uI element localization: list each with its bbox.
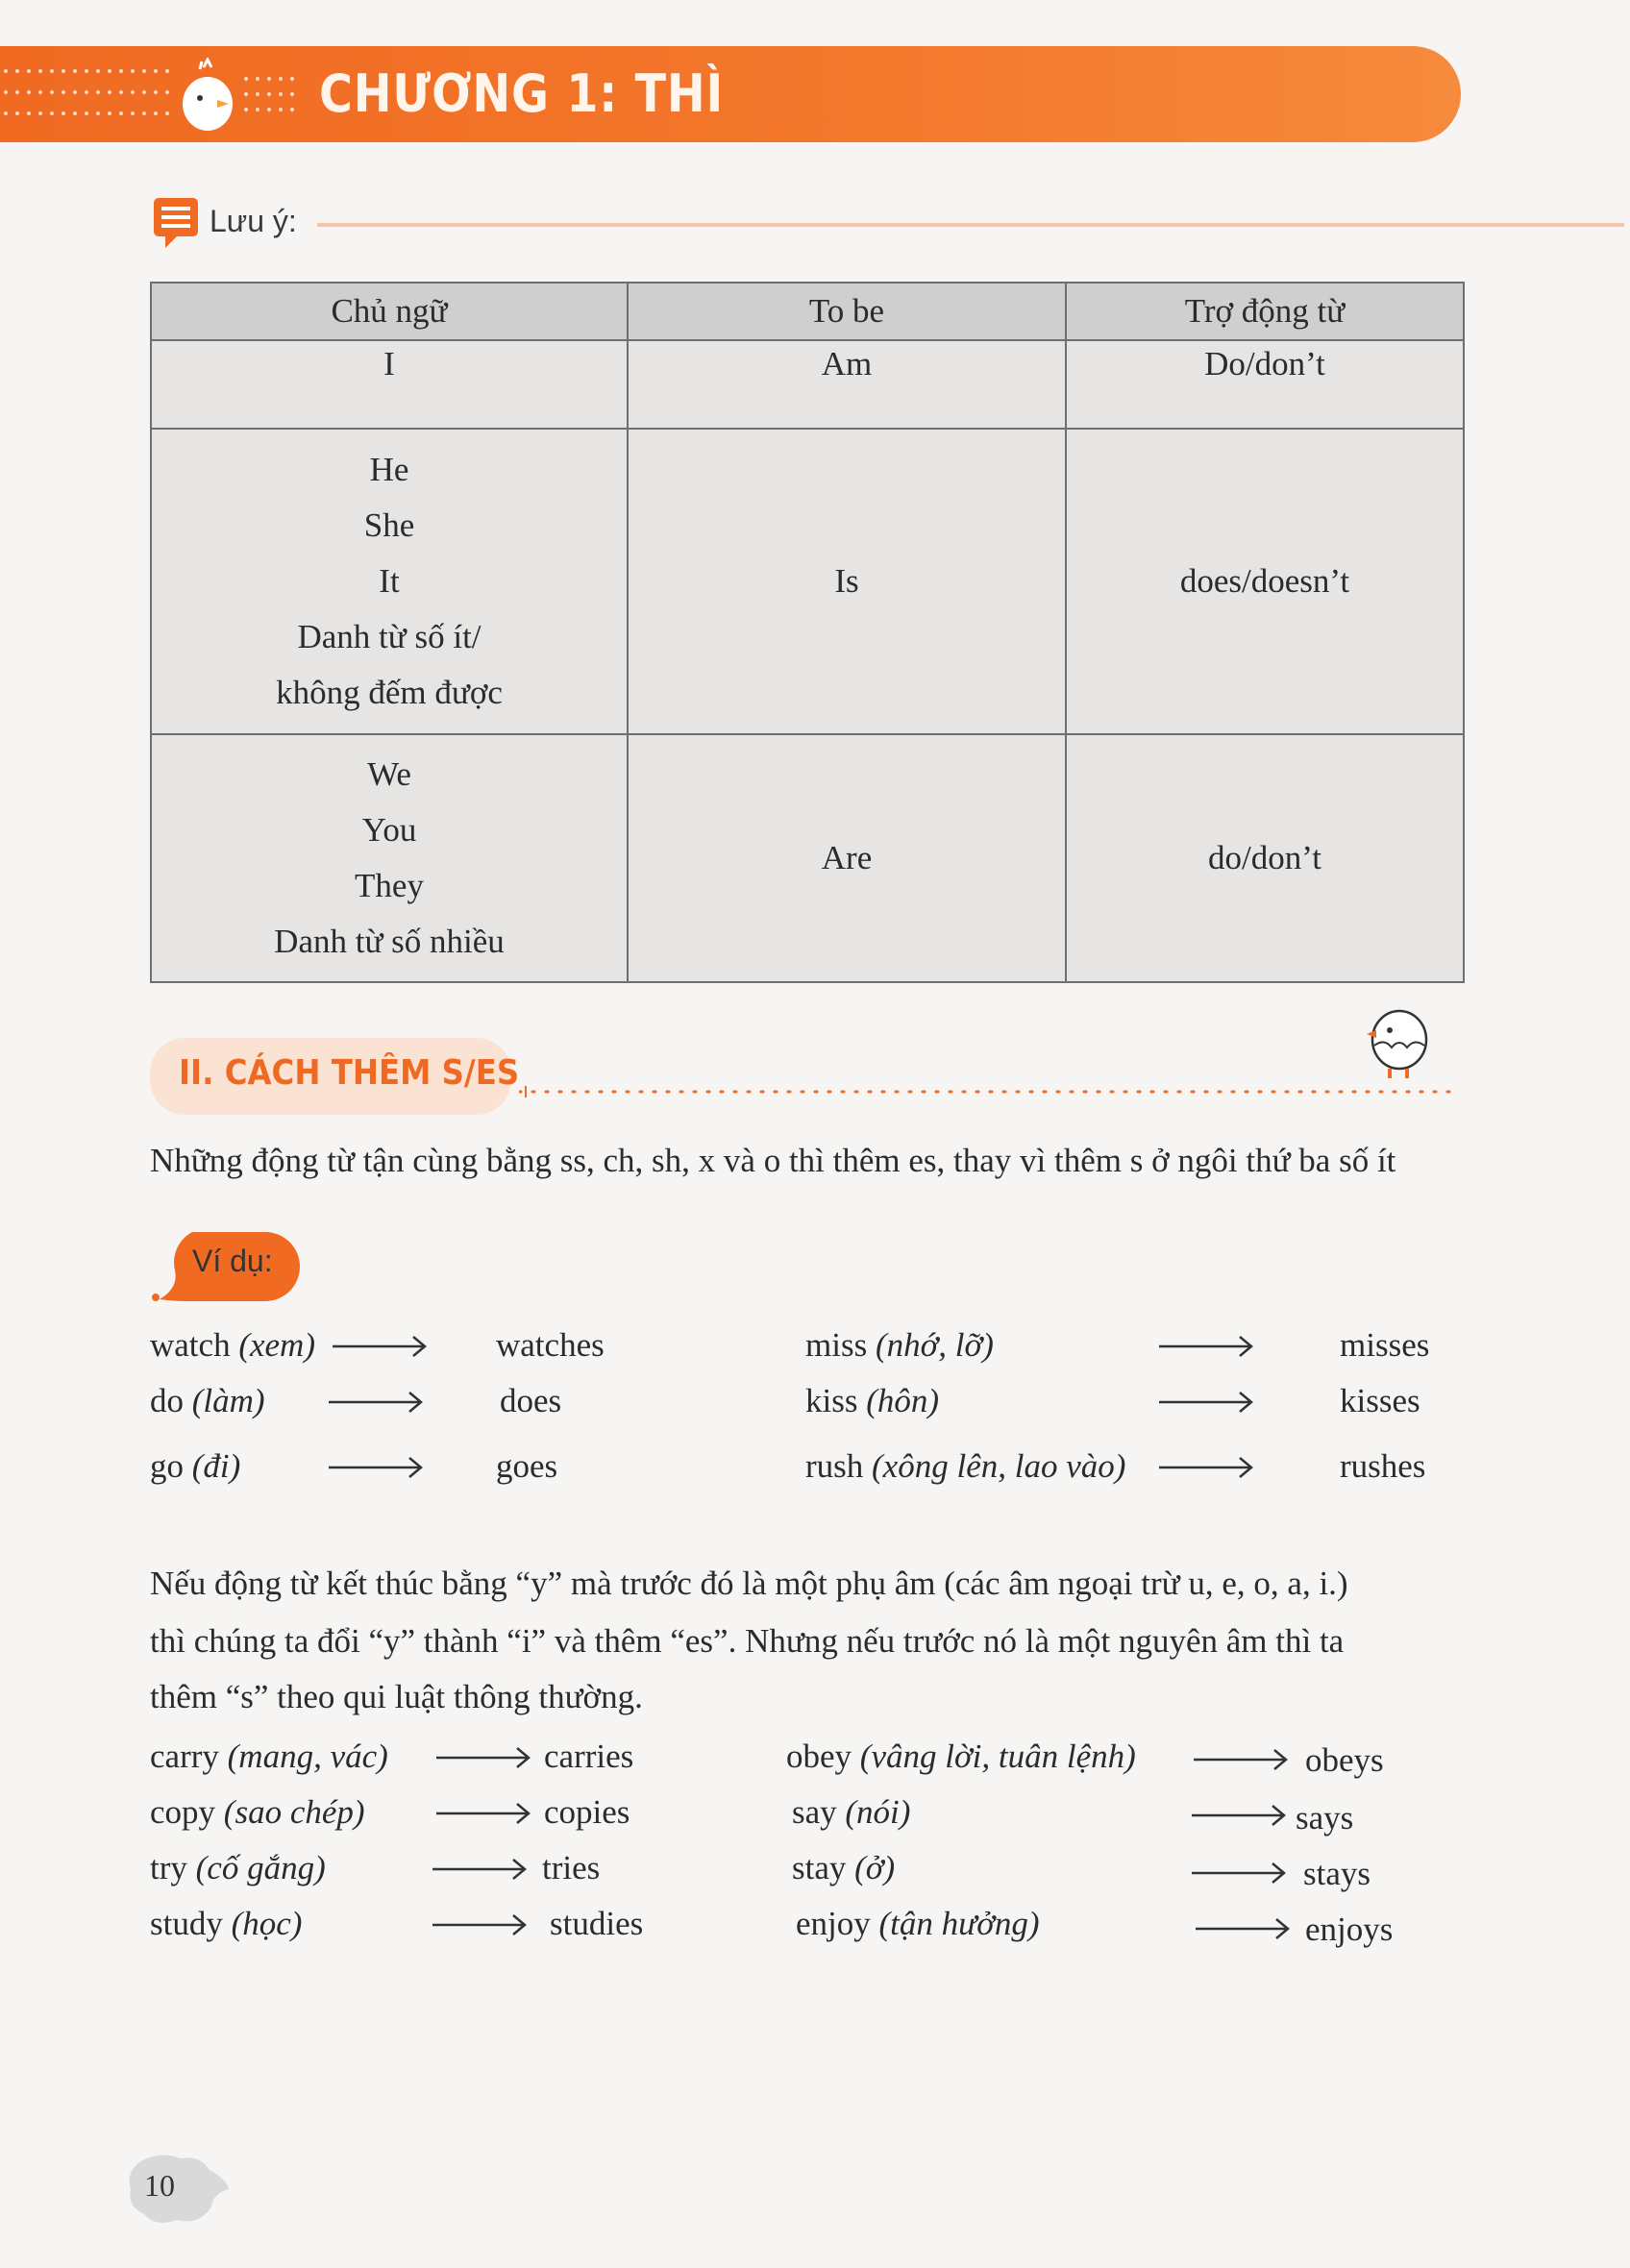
- base-verb: [150, 1905, 302, 1943]
- subject-text: Danh từ số nhiều: [274, 923, 505, 960]
- result-verb: watches: [496, 1326, 605, 1364]
- subject-tobe-auxiliary-table: [150, 282, 1465, 983]
- base-verb: [805, 1326, 994, 1365]
- tobe-cell: [628, 429, 1066, 734]
- verb-text: try: [150, 1849, 187, 1886]
- auxiliary-cell: [1066, 340, 1464, 429]
- arrow-right-icon: [1192, 1859, 1288, 1887]
- verb-text: carry: [150, 1738, 219, 1775]
- verb-meaning: (cố gắng): [195, 1849, 326, 1886]
- arrow-right-icon: [329, 1388, 425, 1417]
- result-verb: kisses: [1340, 1382, 1420, 1419]
- note-divider: [317, 223, 1624, 227]
- table-header-row: [151, 283, 1464, 340]
- subject-text: You: [361, 811, 417, 849]
- arrow-right-icon: [329, 1453, 425, 1482]
- base-verb: [150, 1793, 365, 1832]
- arrow-right-icon: [1159, 1388, 1255, 1417]
- verb-meaning: (nói): [845, 1793, 911, 1831]
- verb-meaning: (học): [231, 1905, 303, 1942]
- verb-text: miss: [805, 1326, 868, 1364]
- column-header-auxiliary: Trợ động từ: [1066, 283, 1464, 340]
- tobe-text: Is: [834, 562, 859, 600]
- verb-meaning: (đi): [191, 1447, 241, 1485]
- result-verb: enjoys: [1305, 1911, 1394, 1948]
- base-verb: [786, 1738, 1136, 1776]
- rule-y-text-line: Nếu động từ kết thúc bằng “y” mà trước đó là một phụ âm (các âm ngoại trừ u, e, o, a, i.): [150, 1565, 1348, 1602]
- arrow-right-icon: [1196, 1914, 1292, 1943]
- verb-meaning: (hôn): [866, 1382, 940, 1419]
- result-verb: stays: [1303, 1855, 1371, 1892]
- chick-mascot-icon: [175, 58, 242, 135]
- note-label: Lưu ý:: [210, 204, 297, 238]
- verb-meaning: (xem): [238, 1326, 315, 1364]
- subject-text: không đếm được: [276, 674, 503, 711]
- base-verb: [150, 1326, 315, 1365]
- tobe-text: Am: [821, 345, 873, 382]
- result-verb: says: [1296, 1799, 1354, 1837]
- arrow-right-icon: [432, 1911, 529, 1939]
- dot-pattern-decoration: [240, 73, 298, 115]
- verb-text: kiss: [805, 1382, 858, 1419]
- arrow-right-icon: [1159, 1453, 1255, 1482]
- arrow-right-icon: [333, 1332, 429, 1361]
- verb-meaning: (tận hưởng): [878, 1905, 1040, 1942]
- verb-meaning: (làm): [191, 1382, 265, 1419]
- base-verb: [792, 1793, 910, 1832]
- result-verb: obeys: [1305, 1741, 1384, 1779]
- tobe-text: Are: [821, 839, 873, 876]
- verb-meaning: (xông lên, lao vào): [872, 1447, 1126, 1485]
- auxiliary-text: Do/don’t: [1204, 345, 1325, 382]
- result-verb: goes: [496, 1447, 558, 1485]
- table-row: [151, 429, 1464, 734]
- subject-cell: [151, 429, 628, 734]
- auxiliary-cell: [1066, 734, 1464, 982]
- verb-meaning: (vâng lời, tuân lệnh): [859, 1738, 1136, 1775]
- arrow-right-icon: [1194, 1745, 1290, 1774]
- arrow-right-icon: [1192, 1801, 1288, 1830]
- result-verb: does: [500, 1382, 562, 1419]
- verb-text: do: [150, 1382, 184, 1419]
- verb-text: study: [150, 1905, 223, 1942]
- tobe-cell: [628, 340, 1066, 429]
- arrow-right-icon: [436, 1799, 532, 1828]
- subject-text: She: [363, 506, 415, 544]
- tobe-cell: [628, 734, 1066, 982]
- subject-text: I: [383, 345, 395, 382]
- base-verb: [805, 1447, 1125, 1486]
- auxiliary-text: does/doesn’t: [1179, 562, 1350, 600]
- subject-cell: [151, 340, 628, 429]
- verb-meaning: (sao chép): [223, 1793, 365, 1831]
- table-row: [151, 340, 1464, 429]
- verb-text: go: [150, 1447, 184, 1485]
- base-verb: [805, 1382, 939, 1420]
- verb-meaning: (mang, vác): [227, 1738, 388, 1775]
- verb-text: obey: [786, 1738, 852, 1775]
- subject-text: We: [367, 755, 411, 793]
- rule-y-text-line: thì chúng ta đổi “y” thành “i” và thêm “es”. Nhưng nếu trước nó là một nguyên âm thì ta: [150, 1622, 1345, 1660]
- verb-text: copy: [150, 1793, 216, 1831]
- verb-meaning: (ở): [854, 1849, 896, 1886]
- note-header: [152, 196, 1478, 254]
- chick-mascot-icon: [1361, 1001, 1436, 1084]
- page-number: 10: [144, 2168, 175, 2203]
- verb-text: enjoy: [796, 1905, 871, 1942]
- verb-meaning: (nhớ, lỡ): [875, 1326, 994, 1364]
- result-verb: copies: [544, 1793, 630, 1831]
- chapter-banner: [0, 46, 1461, 142]
- base-verb: [150, 1382, 265, 1420]
- note-list-icon: [152, 196, 200, 250]
- arrow-right-icon: [436, 1743, 532, 1772]
- arrow-right-icon: [1159, 1332, 1255, 1361]
- dotted-divider: [519, 1082, 1461, 1101]
- rule-y-text-line: thêm “s” theo qui luật thông thường.: [150, 1678, 643, 1715]
- subject-cell: [151, 734, 628, 982]
- subject-text: It: [379, 562, 400, 600]
- rule-es-text: Những động từ tận cùng bằng ss, ch, sh, x và o thì thêm es, thay vì thêm s ở ngôi thứ ba số ít: [150, 1142, 1396, 1179]
- base-verb: [150, 1849, 326, 1887]
- auxiliary-text: do/don’t: [1208, 839, 1321, 876]
- base-verb: [150, 1447, 240, 1486]
- section-heading: [150, 1038, 520, 1115]
- base-verb: [796, 1905, 1040, 1943]
- base-verb: [792, 1849, 895, 1887]
- arrow-right-icon: [432, 1855, 529, 1884]
- verb-text: say: [792, 1793, 837, 1831]
- auxiliary-cell: [1066, 429, 1464, 734]
- table-row: [151, 734, 1464, 982]
- dot-pattern-decoration: [0, 63, 173, 125]
- verb-text: stay: [792, 1849, 847, 1886]
- result-verb: tries: [542, 1849, 601, 1886]
- verb-text: rush: [805, 1447, 864, 1485]
- base-verb: [150, 1738, 388, 1776]
- subject-text: He: [369, 451, 409, 488]
- result-verb: misses: [1340, 1326, 1430, 1364]
- chapter-title: CHƯƠNG 1: THÌ: [319, 63, 725, 124]
- result-verb: rushes: [1340, 1447, 1426, 1485]
- result-verb: studies: [550, 1905, 644, 1942]
- subject-text: They: [355, 867, 424, 904]
- page-number-badge: [123, 2151, 231, 2228]
- subject-text: Danh từ số ít/: [297, 618, 482, 655]
- verb-text: watch: [150, 1326, 231, 1364]
- section-title: II. CÁCH THÊM S/ES: [179, 1053, 520, 1093]
- column-header-subject: Chủ ngữ: [151, 283, 628, 340]
- example-label: Ví dụ:: [192, 1244, 273, 1278]
- column-header-tobe: To be: [628, 283, 1066, 340]
- result-verb: carries: [544, 1738, 634, 1775]
